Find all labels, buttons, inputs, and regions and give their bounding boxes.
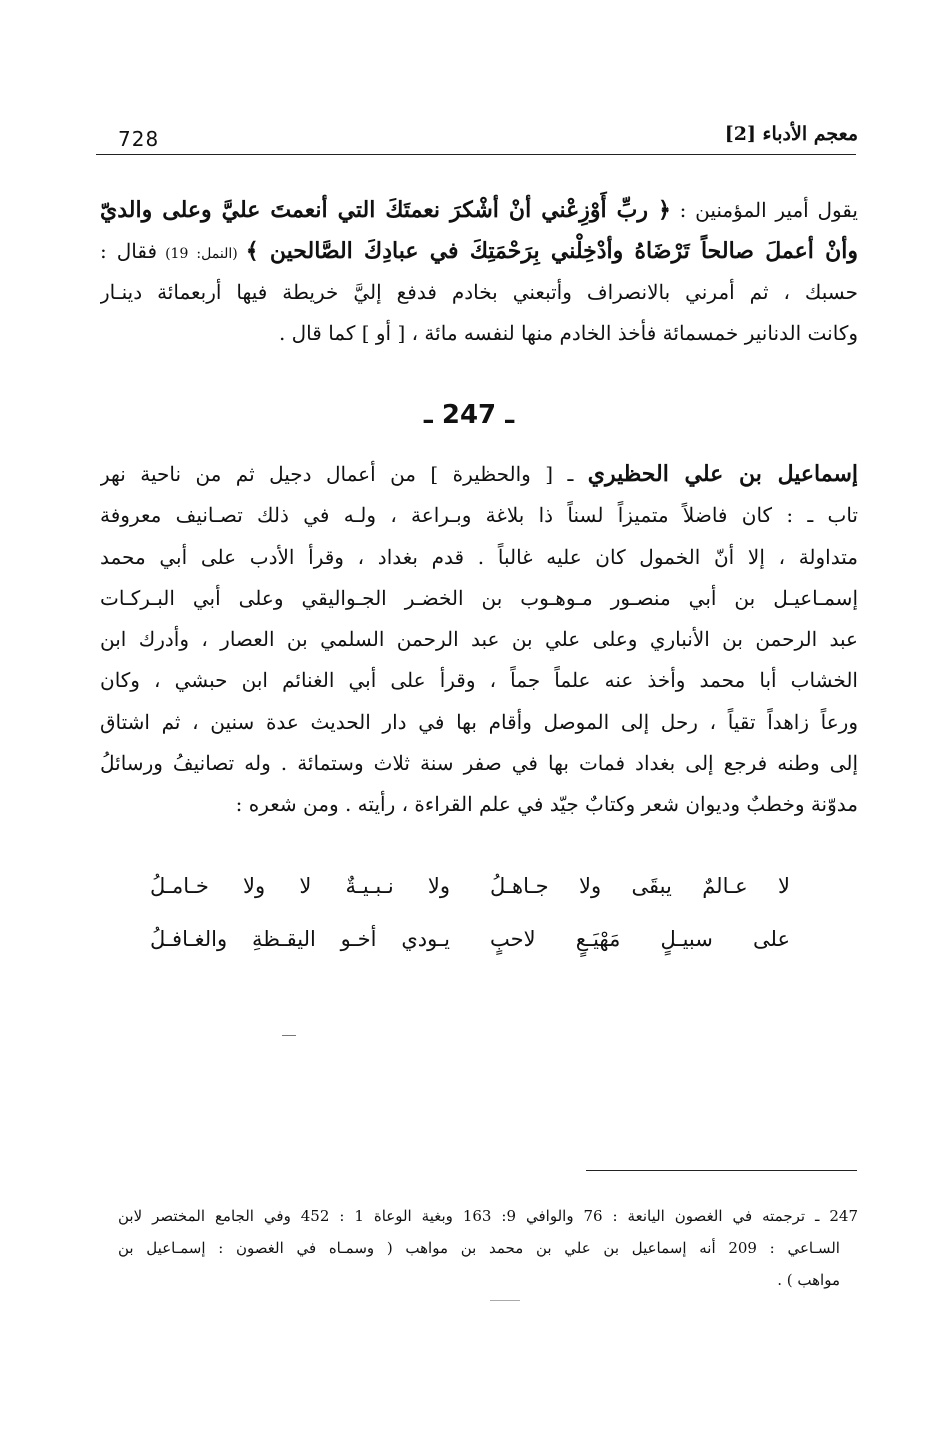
text-line: ورعاً زاهداً تقياً ، رحل إلى الموصل وأقام بها في دار الحديث عدة سنين ، ثم اشتاق [100, 709, 858, 734]
footnote-line: مواهب ) . [777, 1271, 840, 1289]
text-line: الخشاب أبا محمد وأخذ عنه علماً جماً ، وقرأ على أبي الغنائم ابن حبشي ، وكان [100, 668, 858, 693]
entry-heading: إسماعيل بن علي الحظيري [587, 461, 858, 487]
verse-reference: (النمل: 19) [157, 246, 246, 262]
quran-verse: ﴿ ربِّ أَوْزِعْني أنْ أشْكرَ نعمتَكَ التي أنعمتَ عليَّ وعلى والديّ [100, 197, 671, 223]
text-segment: ـ [ والحظيرة ] من أعمال دجيل ثم من ناحية نهر [100, 462, 574, 486]
text-line [100, 454, 858, 495]
scan-speck [490, 1300, 520, 1301]
poem [150, 860, 790, 966]
text-line [100, 231, 858, 272]
first-hemistich: لا عـالمٌ يبقَى ولا جـاهـلُ [490, 874, 790, 898]
top-paragraph [100, 190, 858, 354]
text-segment: فقال : [100, 239, 158, 263]
text-line [100, 190, 858, 231]
text-line: إلى وطنه فرجع إلى بغداد فمات بها في صفر سنة ثلاث وستمائة . وله تصانيفُ ورسائلُ [100, 751, 858, 776]
header-rule [96, 154, 856, 155]
second-hemistich: ولا نـبـيـةٌ لا ولا خـامـلُ [150, 874, 450, 898]
text-line: وكانت الدنانير خمسمائة فأخذ الخادم منها لنفسه مائة ، [ أو ] كما قال . [278, 321, 858, 345]
footnote-rule [586, 1170, 857, 1171]
text-line: إسمـاعيـل بن أبي منصـور مـوهـوب بن الخضـر الجـواليقي وعلى أبي البـركـات [100, 585, 858, 610]
text-line: عبد الرحمن بن الأنباري وعلى علي بن عبد الرحمن السلمي بن العصار ، وأدرك ابن [100, 627, 858, 652]
text-line: حسبك ، ثم أمرني بالانصراف وأتبعني بخادم فدفع إليَّ خريطة فيها أربعمائة دينـار [100, 280, 858, 304]
entry-number: ـ 247 ـ [423, 400, 515, 430]
first-hemistich: على سبيـلٍ مَهْيَـعٍ لاحبٍ [490, 927, 790, 951]
text-line: مدوّنة وخطبٌ وديوان شعر وكتابٌ جيّد في علم القراءة ، رأيته . ومن شعره : [235, 792, 858, 817]
footnotes [118, 1200, 858, 1296]
running-title: معجم الأدباء [2] [724, 123, 858, 145]
entry-body [100, 454, 858, 826]
poem-verse [150, 860, 790, 913]
footnote-line: السـاعي : 209 أنه إسماعيل بن علي بن محمد بن مواهب ( وسمـاه في الغصون : إسمـاعيل بن [118, 1239, 840, 1257]
text-line: تاب ـ : كان فاضلاً متميزاً لسناً ذا بلاغة وبـراعة ، ولـه في ذلك تصـانيف معروفة [100, 503, 858, 528]
page-number: 728 [118, 127, 160, 151]
scan-speck [282, 1035, 296, 1036]
poem-verse [150, 913, 790, 966]
text-segment: يقول أمير المؤمنين : [670, 198, 858, 222]
text-line: متداولة ، إلا أنّ الخمول كان عليه غالباً . قدم بغداد ، وقرأ الأدب على أبي محمد [100, 544, 858, 569]
quran-verse: وأنْ أعملَ صالحاً تَرْضَاهُ وأدْخِلْني بِرَحْمَتِكَ في عبادِكَ الصَّالحين ﴾ [245, 238, 858, 264]
footnote-line: 247 ـ ترجمته في الغصون اليانعة : 76 والوافي 9: 163 وبغية الوعاة 1 : 452 وفي الجامع المختصر لابن [118, 1207, 858, 1225]
second-hemistich: يـودي أخـو اليقـظةِ والغـافـلُ [150, 927, 450, 951]
